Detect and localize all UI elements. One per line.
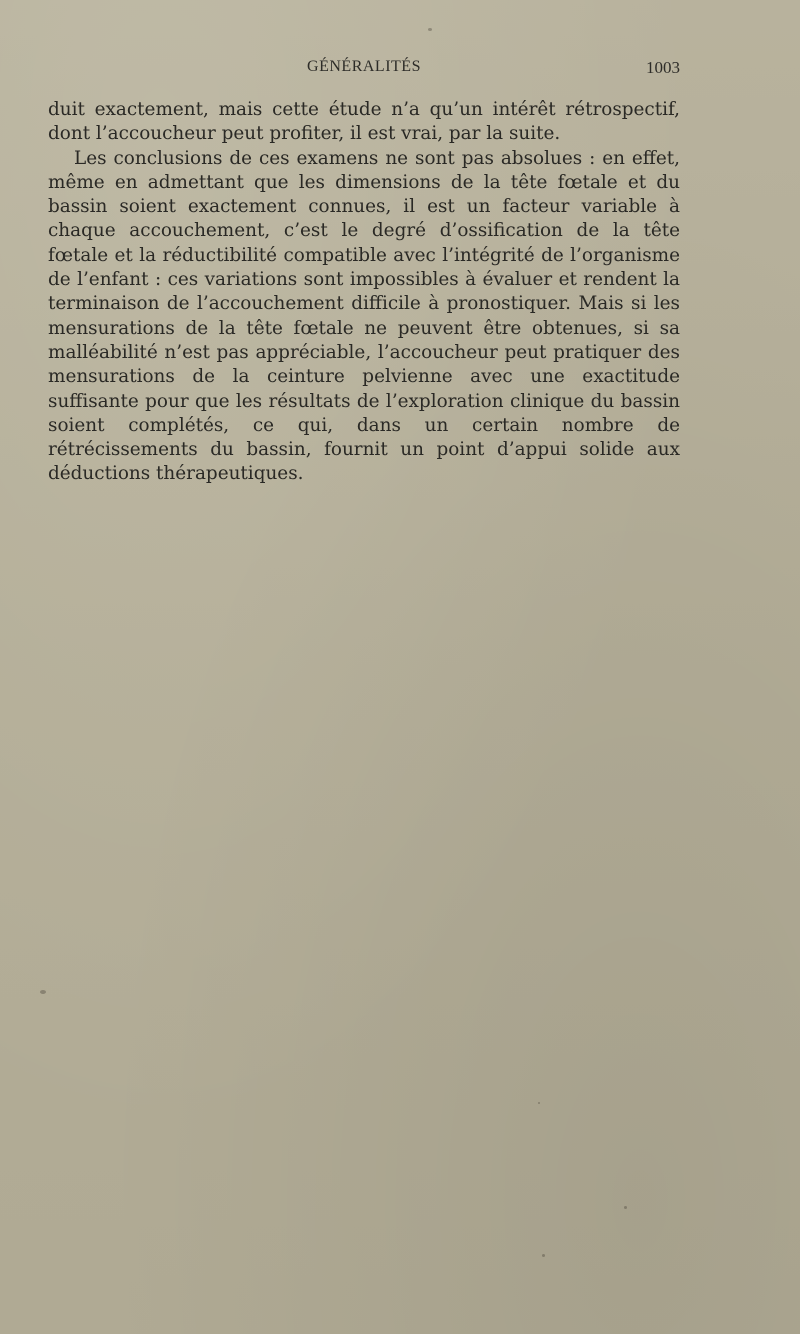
body-text (48, 98, 680, 487)
paper-speck (538, 1102, 540, 1104)
paper-speck (624, 1206, 627, 1209)
paragraph-conclusions: Les conclusions de ces examens ne sont pas absolues : en effet, même en admettant que les dimensions de la tête fœtale et du bassin soient exactement connues, il est un facteur variable à chaque accouchement, c’est le degré d’ossification de la tête fœtale et la réductibilité compatible avec l’intégrité de l’organisme de l’enfant : ces variations sont impossibles à évaluer et rendent la terminaison de l’accouchement difficile à pronostiquer. Mais si les mensurations de la tête fœtale ne peuvent être obtenues, si sa malléabilité n’est pas appréciable, l’accoucheur peut pratiquer des mensurations de la ceinture pelvienne avec une exactitude suffisante pour que les résultats de l’exploration clinique du bassin soient complétés, ce qui, dans un certain nombre de rétrécissements du bassin, fournit un point d’appui solide aux déductions thérapeutiques. (48, 147, 680, 485)
paper-speck (40, 990, 46, 994)
paper-speck (542, 1254, 545, 1257)
running-header (48, 58, 680, 84)
page-number: 1003 (646, 58, 680, 77)
paragraph-continuation: duit exactement, mais cette étude n’a qu’un intérêt rétrospectif, dont l’accoucheur peut profiter, il est vrai, par la suite. (48, 99, 680, 145)
paper-speck (428, 28, 432, 31)
running-header-title: GÉNÉRALITÉS (307, 58, 421, 75)
